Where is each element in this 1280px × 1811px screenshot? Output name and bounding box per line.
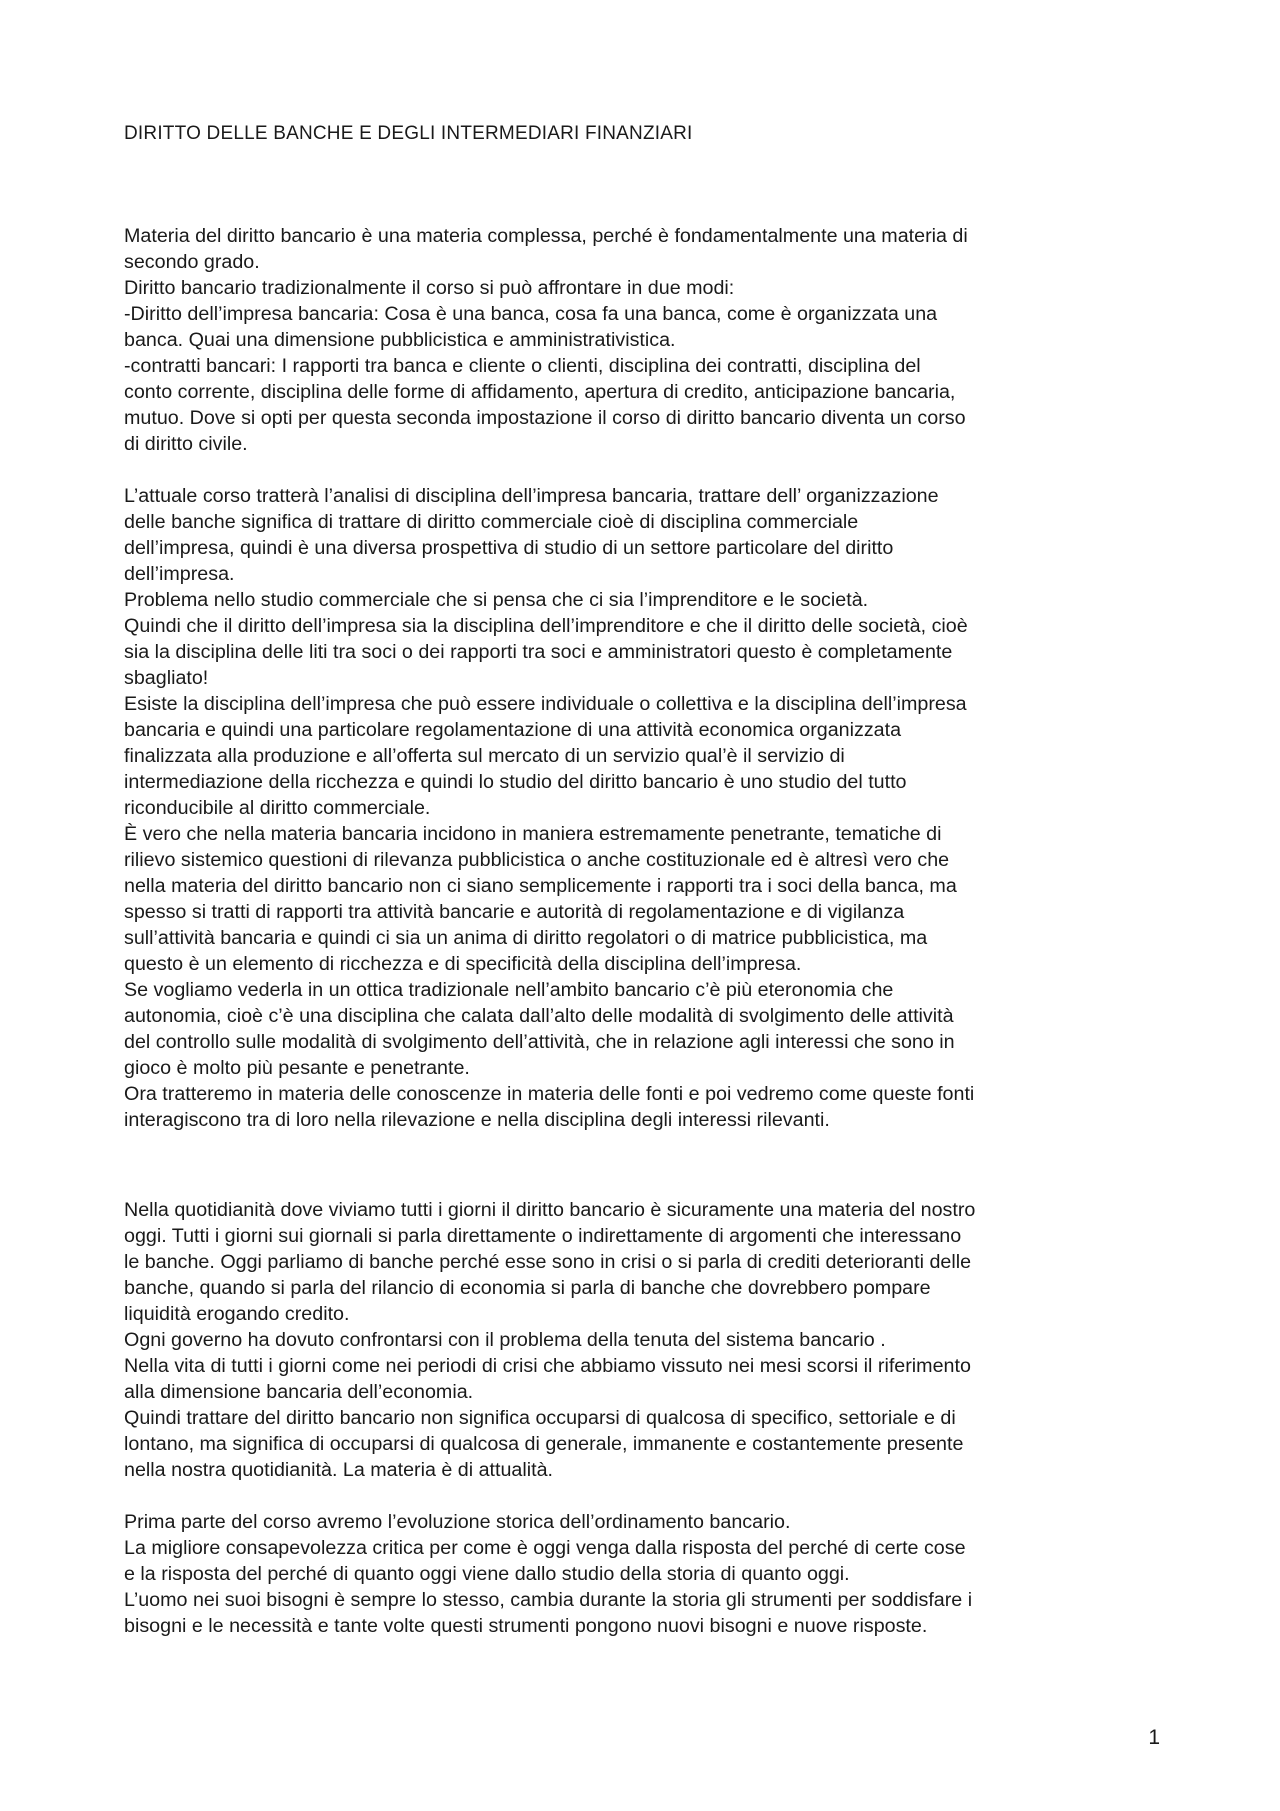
text-line: Materia del diritto bancario è una materia complessa, perché è fondamentalmente una materia di xyxy=(124,225,968,247)
text-line: bisogni e le necessità e tante volte questi strumenti pongono nuovi bisogni e nuove risposte. xyxy=(124,1615,928,1637)
document-title: DIRITTO DELLE BANCHE E DEGLI INTERMEDIARI FINANZIARI xyxy=(124,123,693,144)
text-line: lontano, ma significa di occuparsi di qualcosa di generale, immanente e costantemente presente xyxy=(124,1433,964,1455)
text-line: Diritto bancario tradizionalmente il corso si può affrontare in due modi: xyxy=(124,277,735,299)
text-line: sbagliato! xyxy=(124,667,209,689)
page-number: 1 xyxy=(1148,1726,1160,1749)
text-line: conto corrente, disciplina delle forme di affidamento, apertura di credito, anticipazione bancaria, xyxy=(124,381,956,403)
paragraph-block-3 xyxy=(124,1197,1184,1483)
text-line: Nella vita di tutti i giorni come nei periodi di crisi che abbiamo vissuto nei mesi scorsi il riferimento xyxy=(124,1355,971,1377)
text-line: Problema nello studio commerciale che si pensa che ci sia l’imprenditore e le società. xyxy=(124,589,869,611)
text-line: rilievo sistemico questioni di rilevanza pubblicistica o anche costituzionale ed è altresì vero che xyxy=(124,849,950,871)
text-line: mutuo. Dove si opti per questa seconda impostazione il corso di diritto bancario diventa un corso xyxy=(124,407,966,429)
text-line: gioco è molto più pesante e penetrante. xyxy=(124,1057,470,1079)
text-line: riconducibile al diritto commerciale. xyxy=(124,797,431,819)
text-line: Prima parte del corso avremo l’evoluzione storica dell’ordinamento bancario. xyxy=(124,1511,791,1533)
text-line: secondo grado. xyxy=(124,251,260,273)
text-line: sull’attività bancaria e quindi ci sia un anima di diritto regolatori o di matrice pubblicistica, ma xyxy=(124,927,928,949)
paragraph-block-4 xyxy=(124,1509,1184,1639)
text-line: Nella quotidianità dove viviamo tutti i giorni il diritto bancario è sicuramente una materia del nostro xyxy=(124,1199,976,1221)
text-line: Se vogliamo vederla in un ottica tradizionale nell’ambito bancario c’è più eteronomia che xyxy=(124,979,894,1001)
text-line: delle banche significa di trattare di diritto commerciale cioè di disciplina commerciale xyxy=(124,511,859,533)
text-line: sia la disciplina delle liti tra soci o dei rapporti tra soci e amministratori questo è completamente xyxy=(124,641,953,663)
text-line: Esiste la disciplina dell’impresa che può essere individuale o collettiva e la disciplina dell’impresa xyxy=(124,693,967,715)
text-line: autonomia, cioè c’è una disciplina che calata dall’alto delle modalità di svolgimento delle attività xyxy=(124,1005,954,1027)
text-line: liquidità erogando credito. xyxy=(124,1303,350,1325)
text-line: La migliore consapevolezza critica per come è oggi venga dalla risposta del perché di certe cose xyxy=(124,1537,966,1559)
text-line: le banche. Oggi parliamo di banche perché esse sono in crisi o si parla di crediti deterioranti delle xyxy=(124,1251,972,1273)
paragraph-block-2 xyxy=(124,483,1184,1133)
text-line: È vero che nella materia bancaria incidono in maniera estremamente penetrante, tematiche di xyxy=(124,823,942,845)
text-line: dell’impresa. xyxy=(124,563,235,585)
text-line: intermediazione della ricchezza e quindi lo studio del diritto bancario è uno studio del tutto xyxy=(124,771,907,793)
text-line: dell’impresa, quindi è una diversa prospettiva di studio di un settore particolare del diritto xyxy=(124,537,894,559)
text-line: oggi. Tutti i giorni sui giornali si parla direttamente o indirettamente di argomenti che interessano xyxy=(124,1225,962,1247)
text-line: interagiscono tra di loro nella rilevazione e nella disciplina degli interessi rilevanti. xyxy=(124,1109,830,1131)
text-line: di diritto civile. xyxy=(124,433,248,455)
text-line: nella nostra quotidianità. La materia è di attualità. xyxy=(124,1459,554,1481)
text-line: spesso si tratti di rapporti tra attività bancarie e autorità di regolamentazione e di vigilanza xyxy=(124,901,905,923)
text-line: Quindi trattare del diritto bancario non significa occuparsi di qualcosa di specifico, settoriale e di xyxy=(124,1407,956,1429)
text-line: finalizzata alla produzione e all’offerta sul mercato di un servizio qual’è il servizio di xyxy=(124,745,845,767)
text-line: Quindi che il diritto dell’impresa sia la disciplina dell’imprenditore e che il diritto delle società, cioè xyxy=(124,615,968,637)
text-line: Ogni governo ha dovuto confrontarsi con il problema della tenuta del sistema bancario . xyxy=(124,1329,886,1351)
text-line: del controllo sulle modalità di svolgimento dell’attività, che in relazione agli interessi che sono in xyxy=(124,1031,955,1053)
text-line: banca. Quai una dimensione pubblicistica e amministrativistica. xyxy=(124,329,676,351)
text-line: e la risposta del perché di quanto oggi viene dallo studio della storia di quanto oggi. xyxy=(124,1563,850,1585)
paragraph-block-1 xyxy=(124,223,1184,457)
text-line: banche, quando si parla del rilancio di economia si parla di banche che dovrebbero pompare xyxy=(124,1277,931,1299)
text-line: L’attuale corso tratterà l’analisi di disciplina dell’impresa bancaria, trattare dell’ organizzazione xyxy=(124,485,939,507)
text-line: -contratti bancari: I rapporti tra banca e cliente o clienti, disciplina dei contratti, disciplina del xyxy=(124,355,921,377)
text-line: Ora tratteremo in materia delle conoscenze in materia delle fonti e poi vedremo come queste fonti xyxy=(124,1083,975,1105)
text-line: alla dimensione bancaria dell’economia. xyxy=(124,1381,474,1403)
text-line: L’uomo nei suoi bisogni è sempre lo stesso, cambia durante la storia gli strumenti per soddisfare i xyxy=(124,1589,973,1611)
text-line: nella materia del diritto bancario non ci siano semplicemente i rapporti tra i soci della banca, ma xyxy=(124,875,957,897)
text-line: questo è un elemento di ricchezza e di specificità della disciplina dell’impresa. xyxy=(124,953,802,975)
text-line: -Diritto dell’impresa bancaria: Cosa è una banca, cosa fa una banca, come è organizzata una xyxy=(124,303,938,325)
text-line: bancaria e quindi una particolare regolamentazione di una attività economica organizzata xyxy=(124,719,902,741)
